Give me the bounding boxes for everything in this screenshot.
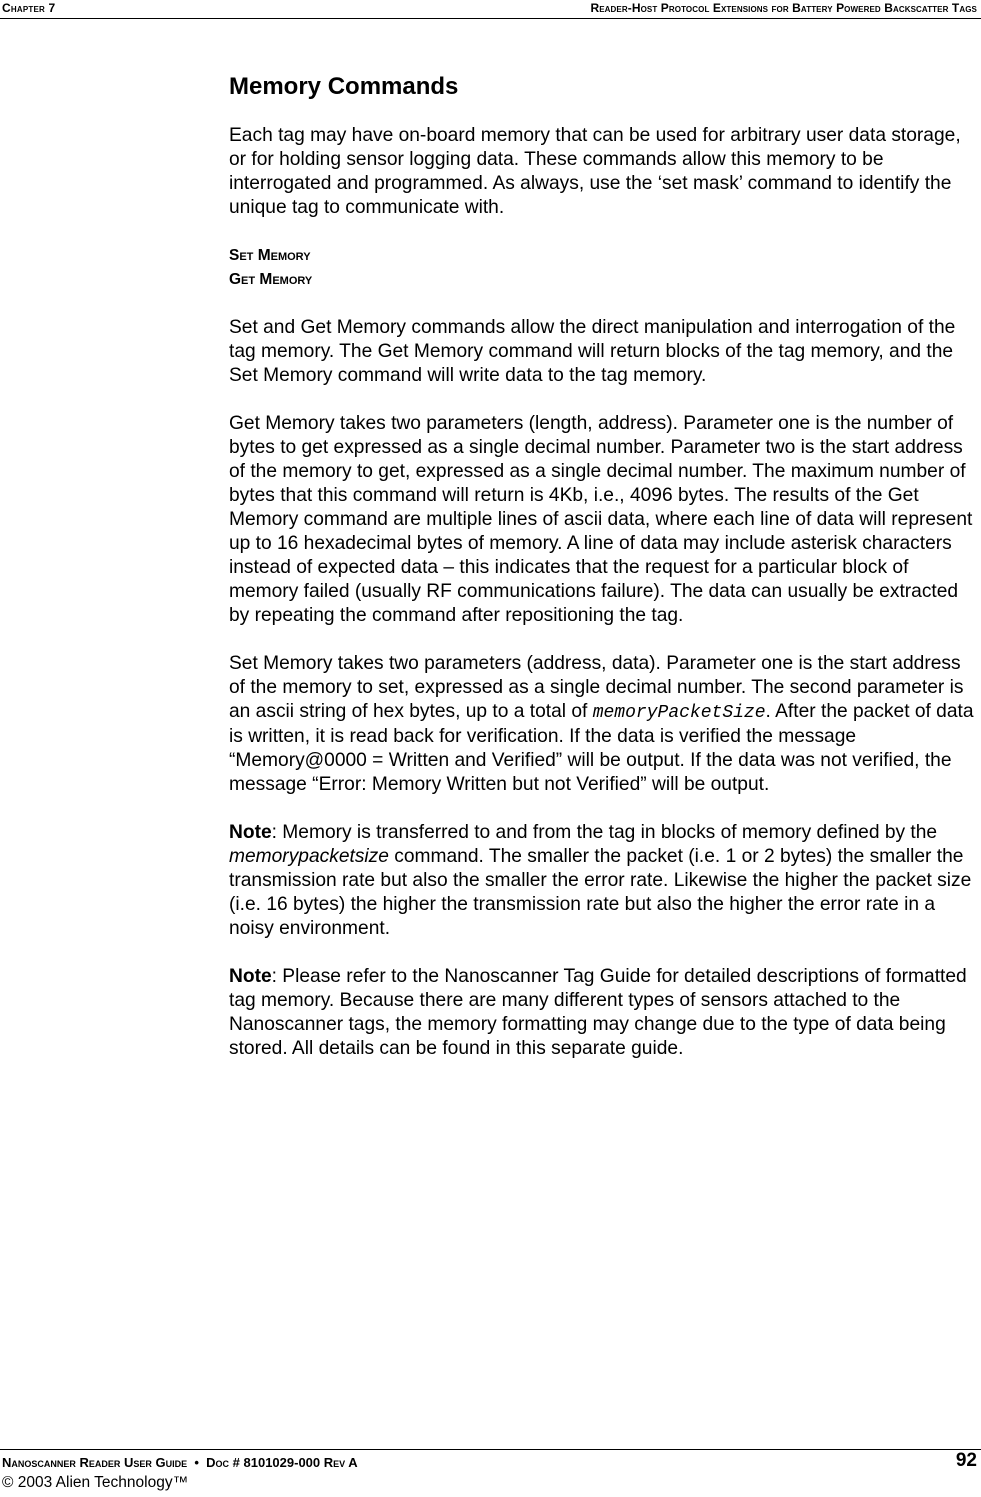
note-label: Note: [229, 822, 272, 843]
section-title: Memory Commands: [229, 73, 459, 100]
page-header: [0, 0, 981, 19]
set-memory-text-before: Set Memory takes two parameters (address, data). Parameter one is the start address of the memory to set, expressed as a single decimal number. The second parameter is an ascii string of hex bytes, up to a total of: [229, 653, 964, 722]
chapter-label: Chapter 7: [2, 1, 56, 15]
subhead-get-memory: Get Memory: [229, 271, 313, 288]
guide-title: Nanoscanner Reader User Guide: [2, 1455, 188, 1470]
copyright: © 2003 Alien Technology™: [2, 1474, 189, 1491]
note-packet-size: [229, 821, 977, 941]
page-content: [229, 70, 977, 1085]
command-subheads: [229, 244, 977, 292]
note-command-name: memorypacketsize: [229, 846, 389, 867]
footer-doc-info: [2, 1455, 358, 1470]
memory-packet-size-code: memoryPacketSize: [592, 703, 766, 723]
get-memory-paragraph: Get Memory takes two parameters (length, address). Parameter one is the number of bytes to get expressed as a single decimal number. Parameter two is the start address of the memory to get, expressed as a single decimal number. The maximum number of bytes that this command will return is 4Kb, i.e., 4096 bytes. The results of the Get Memory command are multiple lines of ascii data, where each line of data will represent up to 16 hexadecimal bytes of memory. A line of data may include asterisk characters instead of expected data – this indicates that the request for a particular block of memory failed (usually RF communications failure). The data can usually be extracted by repeating the command after repositioning the tag.: [229, 413, 973, 626]
page-footer: [0, 1449, 981, 1491]
set-memory-text-after: . After the packet of data is written, it is read back for verification. If the data is verified the message “Memory@0000 = Written and Verified” will be output. If the data was not verified, the message “Error: Memory Written but not Verified” will be output.: [229, 701, 974, 795]
subhead-set-memory: Set Memory: [229, 247, 311, 264]
doc-number: Doc # 8101029-000 Rev A: [206, 1455, 358, 1470]
bullet-separator: •: [194, 1455, 199, 1470]
page-number: 92: [955, 1450, 977, 1471]
note-text-part2: command. The smaller the packet (i.e. 1 or 2 bytes) the smaller the transmission rate but also the smaller the error rate. Likewise the higher the packet size (i.e. 16 bytes) the higher the transmission rate but also the higher the error rate in a noisy environment.: [229, 846, 972, 939]
note-tag-guide: [229, 965, 977, 1061]
chapter-title: Reader-Host Protocol Extensions for Battery Powered Backscatter Tags: [590, 1, 977, 15]
note-text: : Please refer to the Nanoscanner Tag Guide for detailed descriptions of formatted tag memory. Because there are many different types of sensors attached to the Nanoscanner tags, the memory formatting may change due to the type of data being stored. All details can be found in this separate guide.: [229, 966, 967, 1059]
set-memory-paragraph: [229, 652, 977, 797]
note-text-part1: : Memory is transferred to and from the tag in blocks of memory defined by the: [271, 822, 938, 843]
overview-paragraph: Set and Get Memory commands allow the direct manipulation and interrogation of the tag memory. The Get Memory command will return blocks of the tag memory, and the Set Memory command will write data to the tag memory.: [229, 317, 956, 386]
note-label: Note: [229, 966, 272, 987]
intro-paragraph: Each tag may have on-board memory that can be used for arbitrary user data storage, or for holding sensor logging data. These commands allow this memory to be interrogated and programmed. As always, use the ‘set mask’ command to identify the unique tag to communicate with.: [229, 125, 961, 218]
